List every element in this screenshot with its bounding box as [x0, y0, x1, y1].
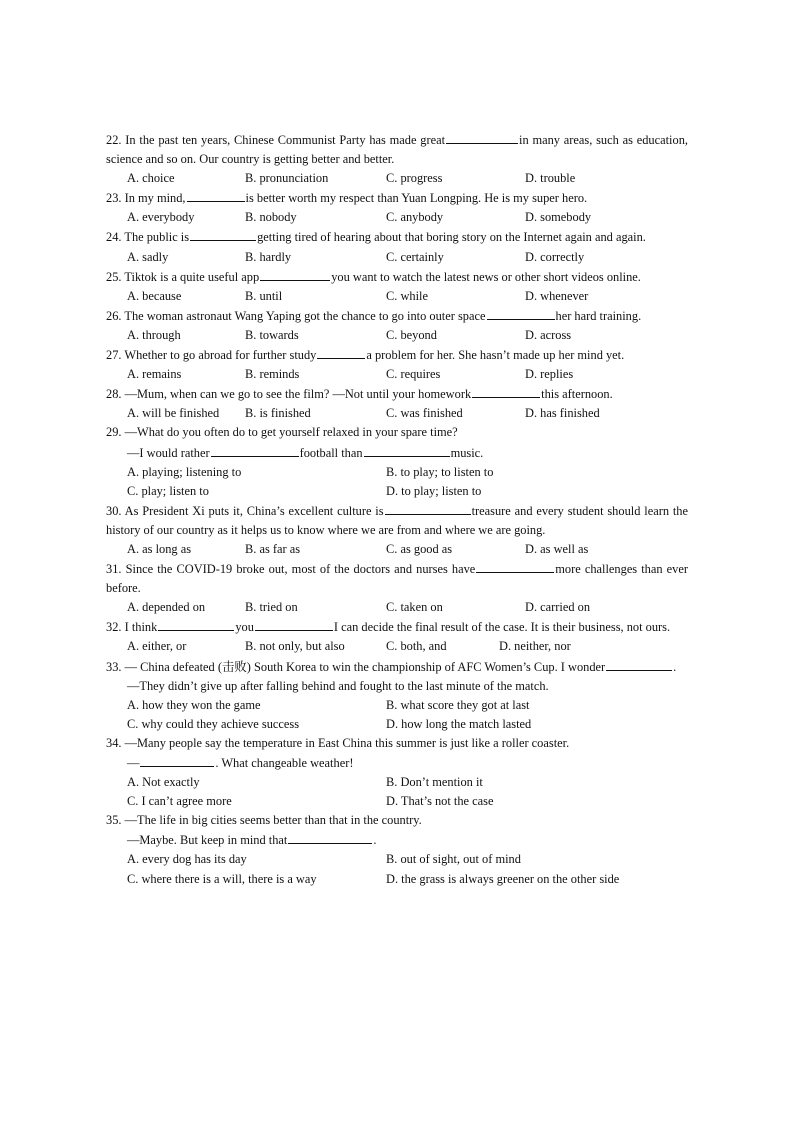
option-a[interactable]: A. as long as — [127, 541, 192, 556]
options-22 — [106, 169, 688, 188]
option-b[interactable]: B. until — [245, 288, 283, 303]
options-29-row1 — [106, 463, 688, 482]
option-d[interactable]: D. as well as — [525, 541, 589, 556]
answer-blank[interactable] — [385, 501, 471, 515]
option-b[interactable]: B. reminds — [245, 367, 300, 382]
option-a[interactable]: A. choice — [127, 171, 175, 186]
answer-blank[interactable] — [472, 384, 540, 398]
option-c[interactable]: C. why could they achieve success — [127, 716, 300, 731]
options-25 — [106, 287, 688, 306]
option-a[interactable]: A. will be finished — [127, 406, 220, 421]
options-34-row1 — [106, 773, 688, 792]
option-d[interactable]: D. That’s not the case — [386, 794, 494, 809]
question-32: 32. I think you I can decide the final result of the case. It is their business, not ours. — [106, 617, 688, 637]
options-33-row2 — [106, 715, 688, 734]
option-d[interactable]: D. the grass is always greener on the other side — [386, 871, 620, 886]
options-34-row2 — [106, 792, 688, 811]
question-28: 28. —Mum, when can we go to see the film? —Not until your homework this afternoon. — [106, 384, 688, 404]
question-34: 34. —Many people say the temperature in East China this summer is just like a roller coaster. — [106, 735, 570, 750]
options-23 — [106, 208, 688, 227]
option-c[interactable]: C. certainly — [386, 249, 444, 264]
option-d[interactable]: D. neither, nor — [499, 639, 571, 654]
answer-blank[interactable] — [140, 753, 214, 767]
option-a[interactable]: A. remains — [127, 367, 182, 382]
option-a[interactable]: A. how they won the game — [127, 697, 261, 712]
question-35-response: —Maybe. But keep in mind that . — [106, 830, 688, 850]
option-b[interactable]: B. towards — [245, 327, 299, 342]
exam-page — [106, 130, 688, 889]
option-c[interactable]: C. beyond — [386, 327, 437, 342]
option-b[interactable]: B. hardly — [245, 249, 292, 264]
question-24: 24. The public is getting tired of hearing about that boring story on the Internet again and again. — [106, 227, 688, 247]
option-d[interactable]: D. carried on — [525, 600, 591, 615]
option-b[interactable]: B. Don’t mention it — [386, 775, 483, 790]
question-25: 25. Tiktok is a quite useful app you want to watch the latest news or other short videos online. — [106, 267, 688, 287]
question-27: 27. Whether to go abroad for further study a problem for her. She hasn’t made up her mind yet. — [106, 345, 688, 365]
option-d[interactable]: D. to play; listen to — [386, 483, 482, 498]
option-b[interactable]: B. out of sight, out of mind — [386, 852, 521, 867]
option-a[interactable]: A. depended on — [127, 600, 206, 615]
option-c[interactable]: C. play; listen to — [127, 483, 209, 498]
option-b[interactable]: B. not only, but also — [245, 639, 345, 654]
option-d[interactable]: D. across — [525, 327, 572, 342]
option-a[interactable]: A. everybody — [127, 210, 195, 225]
option-a[interactable]: A. because — [127, 288, 182, 303]
option-b[interactable]: B. is finished — [245, 406, 311, 421]
question-33-response: —They didn’t give up after falling behind and fought to the last minute of the match. — [127, 678, 549, 693]
option-d[interactable]: D. replies — [525, 367, 574, 382]
option-a[interactable]: A. playing; listening to — [127, 464, 242, 479]
options-30 — [106, 540, 688, 559]
answer-blank[interactable] — [364, 443, 450, 457]
answer-blank[interactable] — [211, 443, 299, 457]
options-27 — [106, 365, 688, 384]
option-d[interactable]: D. whenever — [525, 288, 589, 303]
option-c[interactable]: C. requires — [386, 367, 441, 382]
option-c[interactable]: C. I can’t agree more — [127, 794, 232, 809]
answer-blank[interactable] — [446, 130, 518, 144]
option-c[interactable]: C. taken on — [386, 600, 443, 615]
options-29-row2 — [106, 482, 688, 501]
option-a[interactable]: A. either, or — [127, 639, 187, 654]
question-29: 29. —What do you often do to get yourself relaxed in your spare time? — [106, 425, 458, 440]
option-c[interactable]: C. as good as — [386, 541, 453, 556]
option-a[interactable]: A. sadly — [127, 249, 169, 264]
options-33-row1 — [106, 696, 688, 715]
option-b[interactable]: B. tried on — [245, 600, 298, 615]
option-c[interactable]: C. where there is a will, there is a way — [127, 871, 317, 886]
answer-blank[interactable] — [288, 830, 372, 844]
question-26: 26. The woman astronaut Wang Yaping got the chance to go into outer space her hard training. — [106, 306, 688, 326]
answer-blank[interactable] — [187, 188, 245, 202]
options-28 — [106, 404, 688, 423]
answer-blank[interactable] — [476, 559, 554, 573]
question-33: 33. — China defeated (击败) South Korea to win the championship of AFC Women’s Cup. I wonder . — [106, 657, 688, 677]
option-b[interactable]: B. what score they got at last — [386, 697, 530, 712]
option-d[interactable]: D. how long the match lasted — [386, 716, 532, 731]
option-c[interactable]: C. progress — [386, 171, 443, 186]
question-31: 31. Since the COVID-19 broke out, most of the doctors and nurses have more challenges than ever before. — [106, 559, 688, 598]
options-35-row1 — [106, 850, 688, 869]
option-a[interactable]: A. every dog has its day — [127, 852, 247, 867]
option-d[interactable]: D. has finished — [525, 406, 600, 421]
answer-blank[interactable] — [158, 617, 234, 631]
question-34-response: — . What changeable weather! — [106, 753, 688, 773]
option-b[interactable]: B. pronunciation — [245, 171, 329, 186]
option-c[interactable]: C. while — [386, 288, 428, 303]
question-30: 30. As President Xi puts it, China’s excellent culture is treasure and every student should learn the history of our country as it helps us to know where we are from and where we are going. — [106, 501, 688, 540]
option-c[interactable]: C. both, and — [386, 639, 447, 654]
option-b[interactable]: B. as far as — [245, 541, 301, 556]
option-d[interactable]: D. trouble — [525, 171, 576, 186]
option-c[interactable]: C. anybody — [386, 210, 444, 225]
options-32 — [106, 637, 688, 656]
answer-blank[interactable] — [190, 227, 256, 241]
option-d[interactable]: D. somebody — [525, 210, 592, 225]
options-31 — [106, 598, 688, 617]
options-35-row2 — [106, 870, 688, 889]
option-a[interactable]: A. Not exactly — [127, 775, 200, 790]
question-23: 23. In my mind, is better worth my respect than Yuan Longping. He is my super hero. — [106, 188, 688, 208]
question-29-response: —I would rather football than music. — [106, 443, 688, 463]
answer-blank[interactable] — [255, 617, 333, 631]
options-26 — [106, 326, 688, 345]
answer-blank[interactable] — [317, 345, 365, 359]
option-a[interactable]: A. through — [127, 327, 181, 342]
option-d[interactable]: D. correctly — [525, 249, 585, 264]
option-b[interactable]: B. to play; to listen to — [386, 464, 494, 479]
option-c[interactable]: C. was finished — [386, 406, 463, 421]
question-35: 35. —The life in big cities seems better than that in the country. — [106, 813, 422, 828]
answer-blank[interactable] — [606, 657, 672, 671]
answer-blank[interactable] — [260, 267, 330, 281]
answer-blank[interactable] — [487, 306, 555, 320]
option-b[interactable]: B. nobody — [245, 210, 297, 225]
question-22: 22. In the past ten years, Chinese Communist Party has made great in many areas, such as education, science and so on. Our country is getting better and better. — [106, 130, 688, 169]
options-24 — [106, 248, 688, 267]
